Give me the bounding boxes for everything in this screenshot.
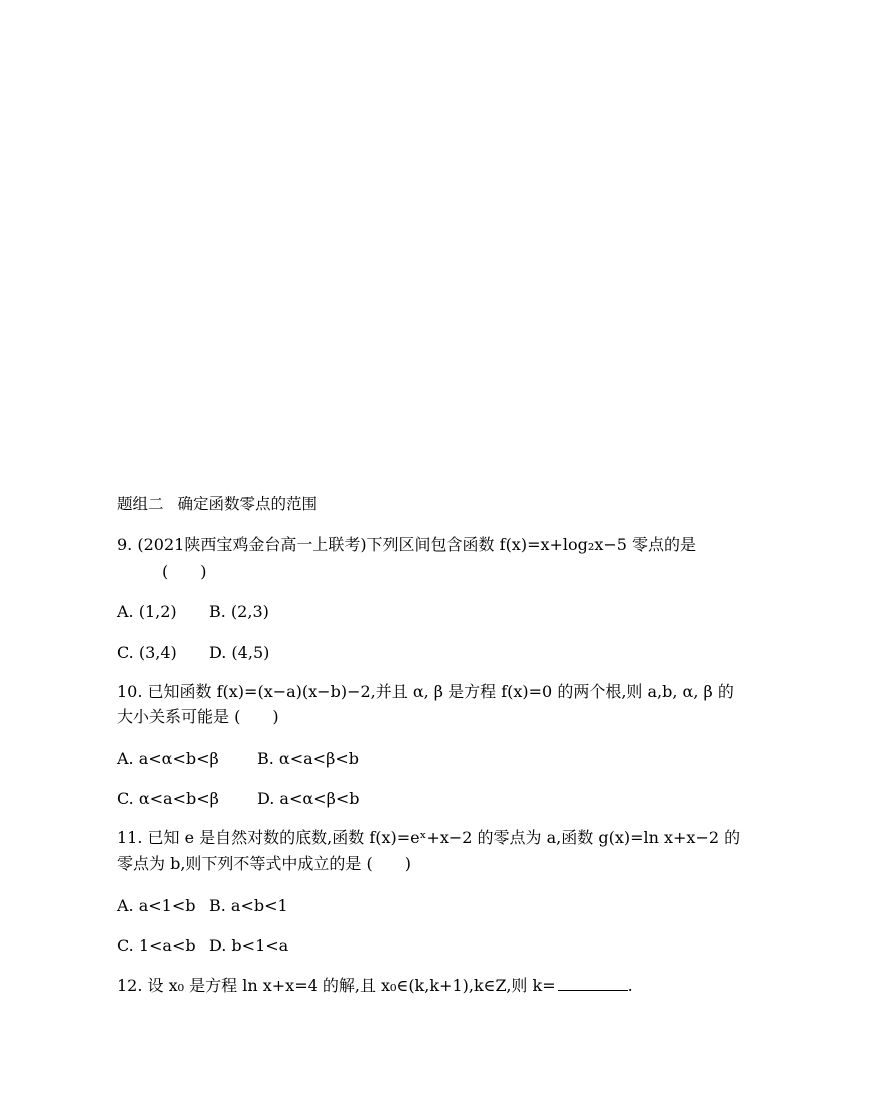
section-label: 题组二 <box>117 495 164 513</box>
option-a: A. (1,2) <box>117 602 177 621</box>
question-10-line-2: 大小关系可能是 ( ) <box>117 707 279 726</box>
answer-blank[interactable] <box>558 975 628 991</box>
option-d: D. b<1<a <box>209 936 289 955</box>
option-c: C. α<a<b<β <box>117 789 219 808</box>
option-c: C. (3,4) <box>117 643 177 662</box>
question-11-line-1: 11. 已知 e 是自然对数的底数,函数 f(x)=eˣ+x−2 的零点为 a,函数 g(x)=ln x+x−2 的 <box>117 828 741 847</box>
option-d: D. a<α<β<b <box>257 789 360 808</box>
option-d: D. (4,5) <box>209 643 270 662</box>
question-10-line-1: 10. 已知函数 f(x)=(x−a)(x−b)−2,并且 α, β 是方程 f(x)=0 的两个根,则 a,b, α, β 的 <box>117 682 734 701</box>
question-9-options-row-1 <box>117 601 269 623</box>
question-9-line-1: 9. (2021陕西宝鸡金台高一上联考)下列区间包含函数 f(x)=x+log₂x−5 零点的是 <box>117 535 697 554</box>
question-9-answer-paren: ( ) <box>162 562 207 581</box>
option-b: B. (2,3) <box>209 602 269 621</box>
question-11-options-row-1 <box>117 895 288 917</box>
question-11-line-2: 零点为 b,则下列不等式中成立的是 ( ) <box>117 854 411 873</box>
question-9-options-row-2 <box>117 642 269 664</box>
option-b: B. a<b<1 <box>209 896 288 915</box>
question-12-line-1 <box>117 975 633 997</box>
question-10-options-row-2 <box>117 788 359 810</box>
option-a: A. a<1<b <box>117 896 196 915</box>
question-12-period: . <box>627 976 633 995</box>
question-10-options-row-1 <box>117 748 359 770</box>
option-c: C. 1<a<b <box>117 936 196 955</box>
section-heading <box>117 493 317 515</box>
section-title-text: 确定函数零点的范围 <box>177 495 318 513</box>
question-12-text: 12. 设 x₀ 是方程 ln x+x=4 的解,且 x₀∈(k,k+1),k∈Z,则 k= <box>117 976 556 995</box>
option-b: B. α<a<β<b <box>257 749 359 768</box>
option-a: A. a<α<b<β <box>117 749 219 768</box>
question-11-options-row-2 <box>117 935 288 957</box>
